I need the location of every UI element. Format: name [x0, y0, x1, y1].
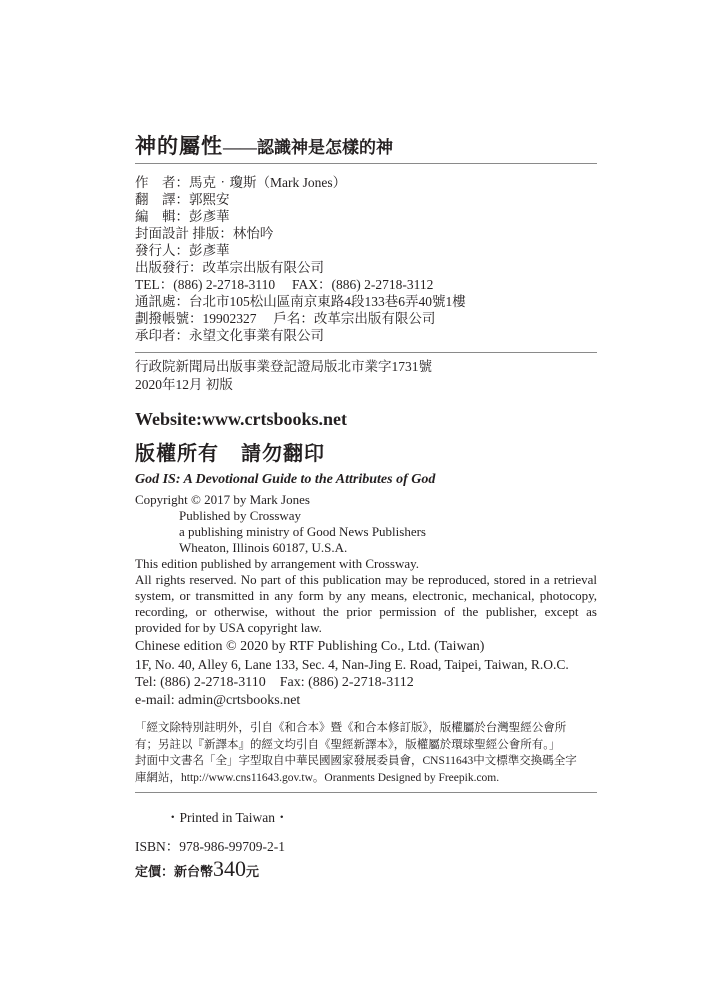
- rights-part-1: 版權所有: [135, 443, 219, 465]
- credit-printer: 承印者：永望文化事業有限公司: [135, 328, 324, 343]
- price-unit: 元: [246, 864, 260, 879]
- credit-publisher: 出版發行：改革宗出版有限公司: [135, 260, 324, 275]
- credit-translator: 翻 譯：郭熙安: [135, 192, 230, 207]
- divider-middle: [135, 352, 597, 353]
- printed-in-taiwan: ・Printed in Taiwan・: [166, 810, 289, 825]
- scripture-note: 「經文除特別註明外，引自《和合本》暨《和合本修訂版》，版權屬於台灣聖經公會所: [135, 722, 567, 734]
- rights-paragraph: All rights reserved. No part of this publication may be reproduced, stored in a retrieval system, or transmitted in any form by any means, electronic, mechanical, photocopy, recording, or otherwise, without the prior permission of the publisher, except as provided for by USA copyright law.: [135, 572, 597, 635]
- credit-editor: 編 輯：彭彥華: [135, 209, 230, 224]
- scripture-note: 有；另註以『新譯本』的經文均引自《聖經新譯本》，版權屬於環球聖經公會所有。」: [135, 738, 561, 751]
- divider-bottom: [135, 792, 597, 793]
- price: [135, 856, 259, 882]
- credit-author: 作 者：馬克‧瓊斯（Mark Jones）: [135, 175, 347, 190]
- book-title-main: 神的屬性: [135, 134, 223, 158]
- chinese-edition-block: [135, 638, 569, 710]
- registration-block: [135, 358, 432, 394]
- font-credit-note: 庫網站，http://www.cns11643.gov.tw。Oranments Designed by Freepik.com.: [135, 771, 500, 784]
- chinese-edition-phone: Tel: (886) 2-2718-3110 Fax: (886) 2-2718-3112: [135, 675, 414, 690]
- price-label: 定價：新台幣: [135, 864, 214, 879]
- credits-block: [135, 174, 466, 344]
- publisher-line: a publishing ministry of Good News Publishers: [179, 524, 426, 539]
- book-title-subtitle: ——認識神是怎樣的神: [223, 138, 393, 157]
- font-credit-note: 封面中文書名「全」字型取自中華民國國家發展委員會，CNS11643中文標準交換碼全字: [135, 755, 577, 767]
- rights-reserved-heading: [135, 437, 325, 466]
- divider-top: [135, 163, 597, 164]
- registration-number: 行政院新聞局出版事業登記證局版北市業字1731號: [135, 359, 432, 374]
- original-title: God IS: A Devotional Guide to the Attributes of God: [135, 472, 436, 487]
- chinese-edition-address: 1F, No. 40, Alley 6, Lane 133, Sec. 4, Nan-Jing E. Road, Taipei, Taiwan, R.O.C.: [135, 657, 569, 672]
- website: Website:www.crtsbooks.net: [135, 409, 347, 429]
- price-amount: 340: [213, 856, 247, 881]
- credit-issuer: 發行人：彭彥華: [135, 243, 230, 258]
- publisher-line: Wheaton, Illinois 60187, U.S.A.: [179, 540, 348, 555]
- credit-phone-fax: TEL：(886) 2-2718-3110 FAX：(886) 2-2718-3112: [135, 277, 434, 292]
- arrangement-line: This edition published by arrangement with Crossway.: [135, 556, 420, 571]
- rights-part-2: 請勿翻印: [241, 443, 325, 465]
- chinese-edition-line: Chinese edition © 2020 by RTF Publishing Co., Ltd. (Taiwan): [135, 639, 485, 654]
- original-copyright-block: [135, 492, 597, 636]
- book-title: [135, 130, 393, 160]
- edition-date: 2020年12月 初版: [135, 377, 233, 392]
- credit-address: 通訊處：台北市105松山區南京東路4段133巷6弄40號1樓: [135, 294, 466, 309]
- original-copyright-line: Copyright © 2017 by Mark Jones: [135, 492, 310, 507]
- notes-block: [135, 720, 605, 786]
- credit-postal-account: 劃撥帳號：19902327 戶名：改革宗出版有限公司: [135, 311, 436, 326]
- chinese-edition-email: e-mail: admin@crtsbooks.net: [135, 693, 301, 708]
- publisher-line: Published by Crossway: [179, 508, 302, 523]
- isbn: ISBN：978-986-99709-2-1: [135, 839, 285, 854]
- credit-cover-design: 封面設計 排版：林怡吟: [135, 226, 274, 241]
